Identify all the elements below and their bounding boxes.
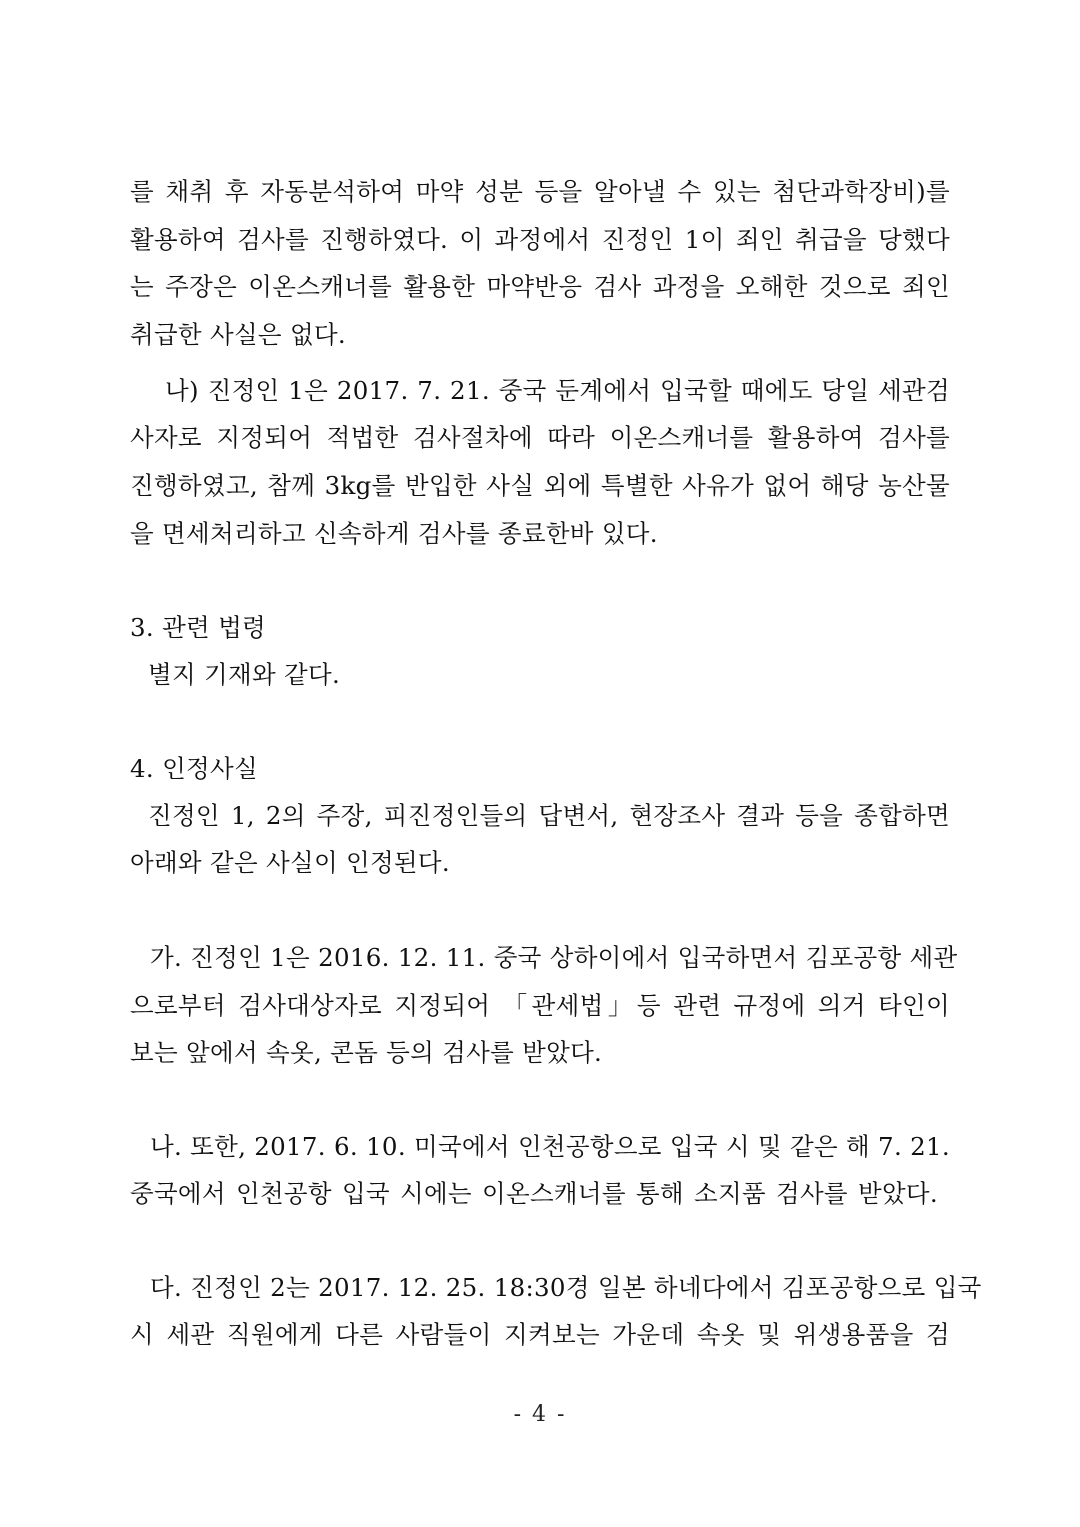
text-line: 진정인 1, 2의 주장, 피진정인들의 답변서, 현장조사 결과 등을 종합하면 bbox=[148, 801, 950, 830]
section-heading: 4. 인정사실 bbox=[130, 754, 258, 783]
text-line: 취급한 사실은 없다. bbox=[130, 320, 346, 349]
text-line: 나) 진정인 1은 2017. 7. 21. 중국 둔계에서 입국할 때에도 당일 세관검 bbox=[165, 376, 950, 405]
text-line: 을 면세처리하고 신속하게 검사를 종료한바 있다. bbox=[130, 519, 658, 548]
text-line: 나. 또한, 2017. 6. 10. 미국에서 인천공항으로 입국 시 및 같은 해 7. 21. bbox=[150, 1132, 950, 1161]
text-line: 중국에서 인천공항 입국 시에는 이온스캐너를 통해 소지품 검사를 받았다. bbox=[130, 1179, 938, 1208]
text-line: 아래와 같은 사실이 인정된다. bbox=[130, 848, 450, 877]
text-line: 가. 진정인 1은 2016. 12. 11. 중국 상하이에서 입국하면서 김포공항 세관 bbox=[150, 943, 958, 972]
text-line: 다. 진정인 2는 2017. 12. 25. 18:30경 일본 하네다에서 김포공항으로 입국 bbox=[150, 1273, 982, 1302]
text-line: 으로부터 검사대상자로 지정되어 「관세법」등 관련 규정에 의거 타인이 bbox=[130, 991, 950, 1020]
text-line: 별지 기재와 같다. bbox=[148, 660, 341, 689]
text-line: 는 주장은 이온스캐너를 활용한 마약반응 검사 과정을 오해한 것으로 죄인 bbox=[130, 272, 950, 301]
text-line: 사자로 지정되어 적법한 검사절차에 따라 이온스캐너를 활용하여 검사를 bbox=[130, 423, 950, 452]
text-line: 를 채취 후 자동분석하여 마약 성분 등을 알아낼 수 있는 첨단과학장비)를 bbox=[130, 177, 950, 206]
section-heading: 3. 관련 법령 bbox=[130, 613, 267, 642]
text-line: 시 세관 직원에게 다른 사람들이 지켜보는 가운데 속옷 및 위생용품을 검 bbox=[130, 1320, 950, 1349]
text-line: 진행하였고, 참께 3kg를 반입한 사실 외에 특별한 사유가 없어 해당 농산물 bbox=[130, 471, 950, 500]
page-number: - 4 - bbox=[513, 1402, 567, 1427]
text-line: 보는 앞에서 속옷, 콘돔 등의 검사를 받았다. bbox=[130, 1038, 603, 1067]
text-line: 활용하여 검사를 진행하였다. 이 과정에서 진정인 1이 죄인 취급을 당했다 bbox=[130, 225, 950, 254]
